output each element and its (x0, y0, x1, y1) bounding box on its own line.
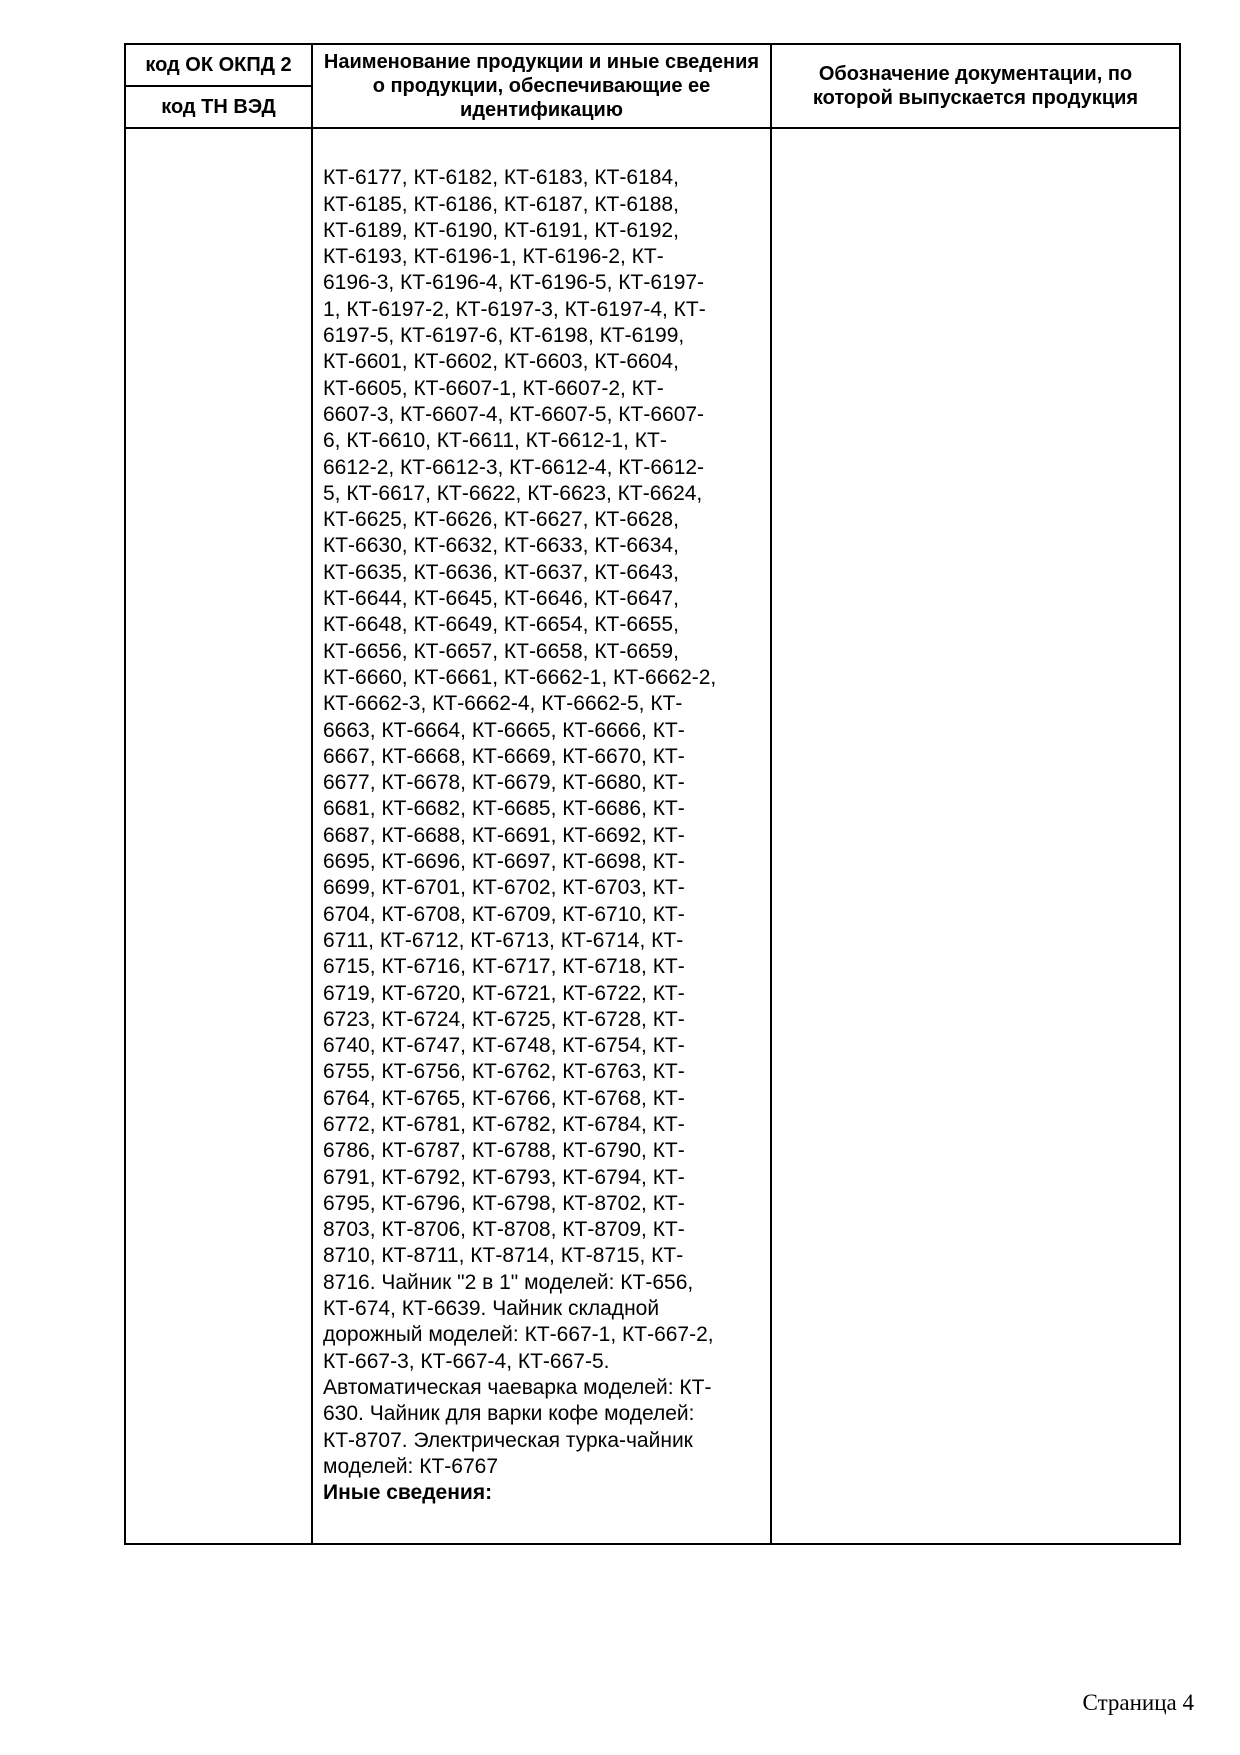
product-description-cell (312, 128, 771, 1544)
okpd-header: код ОК ОКПД 2 (125, 44, 312, 86)
tnved-header: код ТН ВЭД (125, 86, 312, 128)
code-cell (125, 128, 312, 1544)
other-info-label: Иные сведения: (323, 1481, 493, 1505)
header-row-1 (125, 44, 1180, 86)
content-row (125, 128, 1180, 1544)
product-header: Наименование продукции и иные сведения о продукции, обеспечивающие ее идентификацию (312, 44, 771, 128)
documentation-header: Обозначение документации, по которой выпускается продукция (771, 44, 1180, 128)
page-number: Страница 4 (1082, 1690, 1194, 1715)
product-models-text: КТ-6177, КТ-6182, КТ-6183, КТ-6184, КТ-6185, КТ-6186, КТ-6187, КТ-6188, КТ-6189, КТ-6190, КТ-6191, КТ-6192, КТ-6193, КТ-6196-1, КТ-6196-2, КТ- 6196-3, КТ-6196-4, КТ-6196-5, КТ-6197- 1, КТ-6197-2, КТ-6197-3, КТ-6197-4, КТ- 6197-5, КТ-6197-6, КТ-6198, КТ-6199, КТ-6601, КТ-6602, КТ-6603, КТ-6604, КТ-6605, КТ-6607-1, КТ-6607-2, КТ- 6607-3, КТ-6607-4, КТ-6607-5, КТ-6607- 6, КТ-6610, КТ-6611, КТ-6612-1, КТ- 6612-2, КТ-6612-3, КТ-6612-4, КТ-6612- 5, КТ-6617, КТ-6622, КТ-6623, КТ-6624, КТ-6625, КТ-6626, КТ-6627, КТ-6628, КТ-6630, КТ-6632, КТ-6633, КТ-6634, КТ-6635, КТ-6636, КТ-6637, КТ-6643, КТ-6644, КТ-6645, КТ-6646, КТ-6647, КТ-6648, КТ-6649, КТ-6654, КТ-6655, КТ-6656, КТ-6657, КТ-6658, КТ-6659, КТ-6660, КТ-6661, КТ-6662-1, КТ-6662-2, КТ-6662-3, КТ-6662-4, КТ-6662-5, КТ- 6663, КТ-6664, КТ-6665, КТ-6666, КТ- 6667, КТ-6668, КТ-6669, КТ-6670, КТ- 6677, КТ-6678, КТ-6679, КТ-6680, КТ- 6681, КТ-6682, КТ-6685, КТ-6686, КТ- 6687, КТ-6688, КТ-6691, КТ-6692, КТ- 6695, КТ-6696, КТ-6697, КТ-6698, КТ- 6699, КТ-6701, КТ-6702, КТ-6703, КТ- 6704, КТ-6708, КТ-6709, КТ-6710, КТ- 6711, КТ-6712, КТ-6713, КТ-6714, КТ- 6715, КТ-6716, КТ-6717, КТ-6718, КТ- 6719, КТ-6720, КТ-6721, КТ-6722, КТ- 6723, КТ-6724, КТ-6725, КТ-6728, КТ- 6740, КТ-6747, КТ-6748, КТ-6754, КТ- 6755, КТ-6756, КТ-6762, КТ-6763, КТ- 6764, КТ-6765, КТ-6766, КТ-6768, КТ- 6772, КТ-6781, КТ-6782, КТ-6784, КТ- 6786, КТ-6787, КТ-6788, КТ-6790, КТ- 6791, КТ-6792, КТ-6793, КТ-6794, КТ- 6795, КТ-6796, КТ-6798, КТ-8702, КТ- 8703, КТ-8706, КТ-8708, КТ-8709, КТ- 8710, КТ-8711, КТ-8714, КТ-8715, КТ- 8716. Чайник "2 в 1" моделей: КТ-656, КТ-674, КТ-6639. Чайник складной дорожный моделей: КТ-667-1, КТ-667-2, КТ-667-3, КТ-667-4, КТ-667-5. Автоматическая чаеварка моделей: КТ- 630. Чайник для варки кофе моделей: КТ-8707. Электрическая турка-чайник моделей: КТ-6767 (323, 166, 717, 1478)
product-table (124, 43, 1181, 1545)
documentation-cell (771, 128, 1180, 1544)
